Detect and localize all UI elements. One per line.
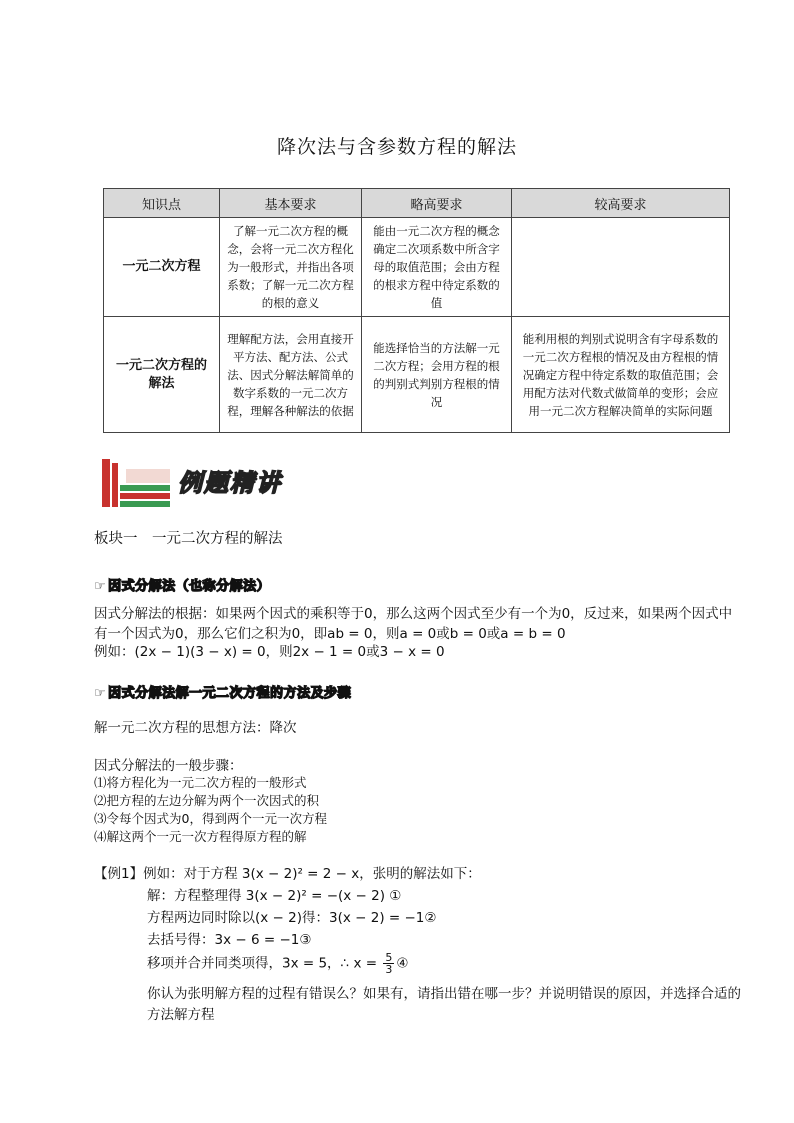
- table-cell-high: 能利用根的判别式说明含有字母系数的一元二次方程根的情况及由方程根的情况确定方程中待定系数的取值范围；会用配方法对代数式做简单的变形；会应用一元二次方程解决简单的实际问题: [512, 317, 730, 433]
- tip-heading-2: [94, 682, 351, 701]
- example-line-mark: ④: [396, 955, 409, 972]
- page-title: 降次法与含参数方程的解法: [276, 136, 517, 158]
- example-label: 【例1】例如：对于方程 3(x − 2)² = 2 − x，张明的解法如下：: [94, 866, 481, 882]
- example-line: 解：方程整理得 3(x − 2)² = −(x − 2) ①: [147, 888, 402, 904]
- list-item: ⑶令每个因式为0，得到两个一元一次方程: [94, 811, 327, 826]
- tip-heading-text: 因式分解法解一元二次方程的方法及步骤: [108, 686, 352, 701]
- example-banner: [100, 455, 300, 511]
- table-header: 基本要求: [220, 189, 362, 218]
- table-row: [104, 218, 730, 317]
- table-row: [104, 317, 730, 433]
- table-cell-mid: 能选择恰当的方法解一元二次方程；会用方程的根的判别式判别方程根的情况: [362, 317, 512, 433]
- pointing-hand-icon: ☞: [94, 579, 107, 594]
- list-item: ⑴将方程化为一元二次方程的一般形式: [94, 775, 307, 790]
- fraction-denominator: 3: [385, 963, 393, 976]
- paragraph-steps-title: 因式分解法的一般步骤：: [94, 758, 243, 774]
- fraction: [383, 952, 394, 975]
- table-header: 较高要求: [512, 189, 730, 218]
- pointing-hand-icon: ☞: [94, 686, 107, 701]
- fraction-numerator: 5: [385, 951, 393, 964]
- table-cell-basic: 理解配方法，会用直接开平方法、配方法、公式法、因式分解法解简单的数字系数的一元二次方程，理解各种解法的依据: [220, 317, 362, 433]
- example-line: 方程两边同时除以(x − 2)得：3(x − 2) = −1②: [147, 910, 437, 926]
- section-heading: 板块一 一元二次方程的解法: [94, 531, 283, 547]
- list-item: ⑵把方程的左边分解为两个一次因式的积: [94, 793, 320, 808]
- table-header-row: [104, 189, 730, 218]
- list-item: ⑷解这两个一元一次方程得原方程的解: [94, 829, 307, 844]
- table-cell-basic: 了解一元二次方程的概念，会将一元二次方程化为一般形式，并指出各项系数；了解一元二次方程的根的意义: [220, 218, 362, 317]
- table-cell-mid: 能由一元二次方程的概念确定二次项系数中所含字母的取值范围；会由方程的根求方程中待定系数的值: [362, 218, 512, 317]
- example-line: 去括号得：3x − 6 = −1③: [147, 932, 312, 948]
- table-header: 略高要求: [362, 189, 512, 218]
- tip-heading-1: [94, 575, 270, 594]
- table-header: 知识点: [104, 189, 220, 218]
- paragraph-basis: 因式分解法的根据：如果两个因式的乘积等于0，那么这两个因式至少有一个为0，反过来，如果两个因式中有一个因式为0，那么它们之积为0，即ab = 0，则a = 0或b = 0或a = b = 0: [94, 606, 733, 642]
- paragraph-example: 例如：(2x − 1)(3 − x) = 0，则2x − 1 = 0或3 − x = 0: [94, 644, 445, 660]
- example-question: 你认为张明解方程的过程有错误么？如果有，请指出错在哪一步？并说明错误的原因，并选择合适的方法解方程: [147, 986, 741, 1023]
- table-cell-topic: 一元二次方程: [104, 218, 220, 317]
- paragraph-method: 解一元二次方程的思想方法：降次: [94, 720, 297, 736]
- example-line-text: 移项并合并同类项得，3x = 5，∴ x =: [147, 955, 378, 972]
- requirements-table: [103, 188, 730, 433]
- tip-heading-text: 因式分解法（也称分解法）: [108, 579, 271, 594]
- table-cell-high: [512, 218, 730, 317]
- books-icon: [100, 455, 180, 511]
- example-line: [147, 952, 747, 975]
- steps-list: [94, 774, 744, 846]
- banner-title: 例题精讲: [178, 469, 282, 497]
- table-cell-topic: 一元二次方程的解法: [104, 317, 220, 433]
